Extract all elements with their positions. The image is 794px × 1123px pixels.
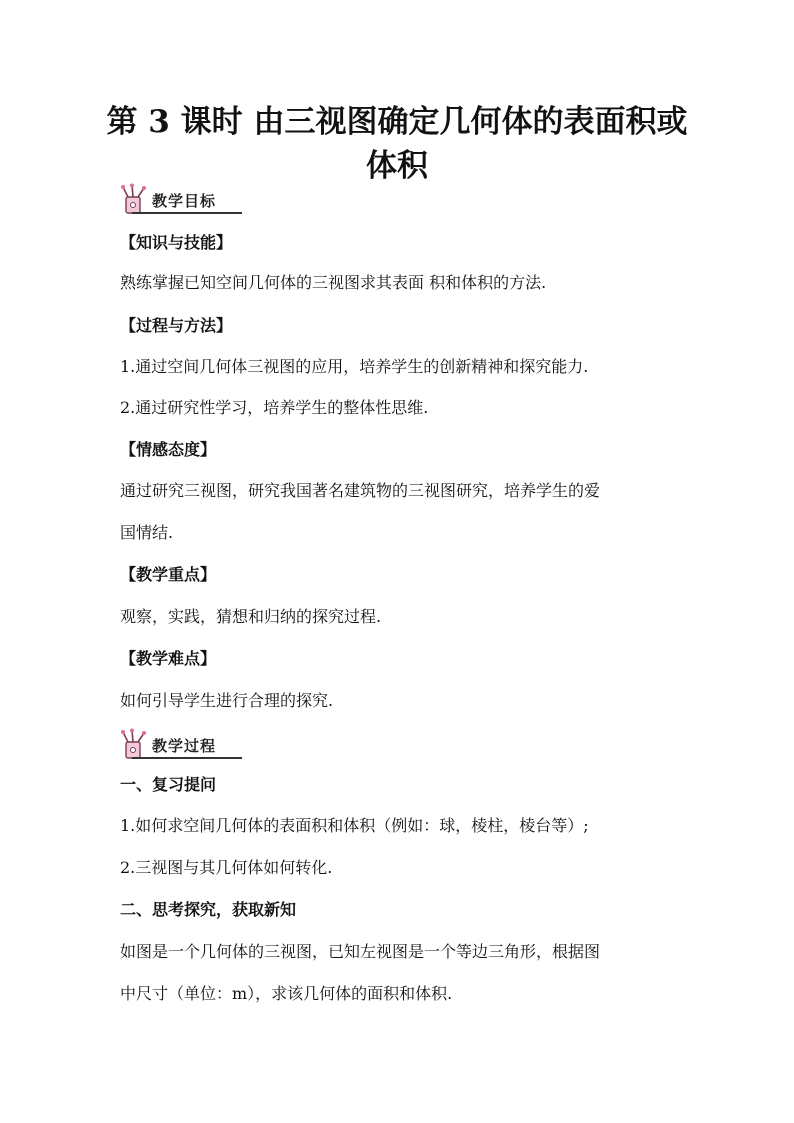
review-heading: 一、复习提问	[120, 775, 217, 794]
process-method-heading: 【过程与方法】	[120, 316, 233, 335]
knowledge-text: 熟练掌握已知空间几何体的三视图求其表面 积和体积的方法.	[120, 273, 547, 292]
emotion-text-line-1: 通过研究三视图，研究我国著名建筑物的三视图研究，培养学生的爱	[120, 481, 601, 500]
explore-text-line-1: 如图是一个几何体的三视图，已知左视图是一个等边三角形，根据图	[120, 942, 601, 961]
difficulty-heading: 【教学难点】	[120, 649, 217, 668]
explore-text-line-2: 中尺寸（单位：m），求该几何体的面积和体积.	[120, 984, 453, 1003]
badge-label-objectives: 教学目标	[152, 192, 217, 210]
badge-label-process: 教学过程	[152, 737, 217, 755]
explore-heading: 二、思考探究，获取新知	[120, 900, 297, 919]
emotion-text-line-2: 国情结.	[120, 523, 174, 542]
key-point-text: 观察，实践，猜想和归纳的探究过程.	[120, 607, 382, 626]
process-method-item-2: 2.通过研究性学习，培养学生的整体性思维.	[120, 398, 429, 417]
knowledge-heading: 【知识与技能】	[120, 233, 233, 252]
section-badge-objectives	[118, 183, 242, 217]
section-badge-process	[118, 728, 242, 762]
badge-underline	[132, 757, 242, 759]
page-title: 第 3 课时 由三视图确定几何体的表面积或体积	[106, 104, 688, 184]
emotion-heading: 【情感态度】	[120, 440, 217, 459]
difficulty-text: 如何引导学生进行合理的探究.	[120, 691, 334, 710]
badge-underline	[132, 212, 242, 214]
review-item-1: 1.如何求空间几何体的表面积和体积（例如：球，棱柱，棱台等）;	[120, 816, 589, 835]
review-item-2: 2.三视图与其几何体如何转化.	[120, 858, 333, 877]
key-point-heading: 【教学重点】	[120, 565, 217, 584]
process-method-item-1: 1.通过空间几何体三视图的应用，培养学生的创新精神和探究能力.	[120, 357, 589, 376]
